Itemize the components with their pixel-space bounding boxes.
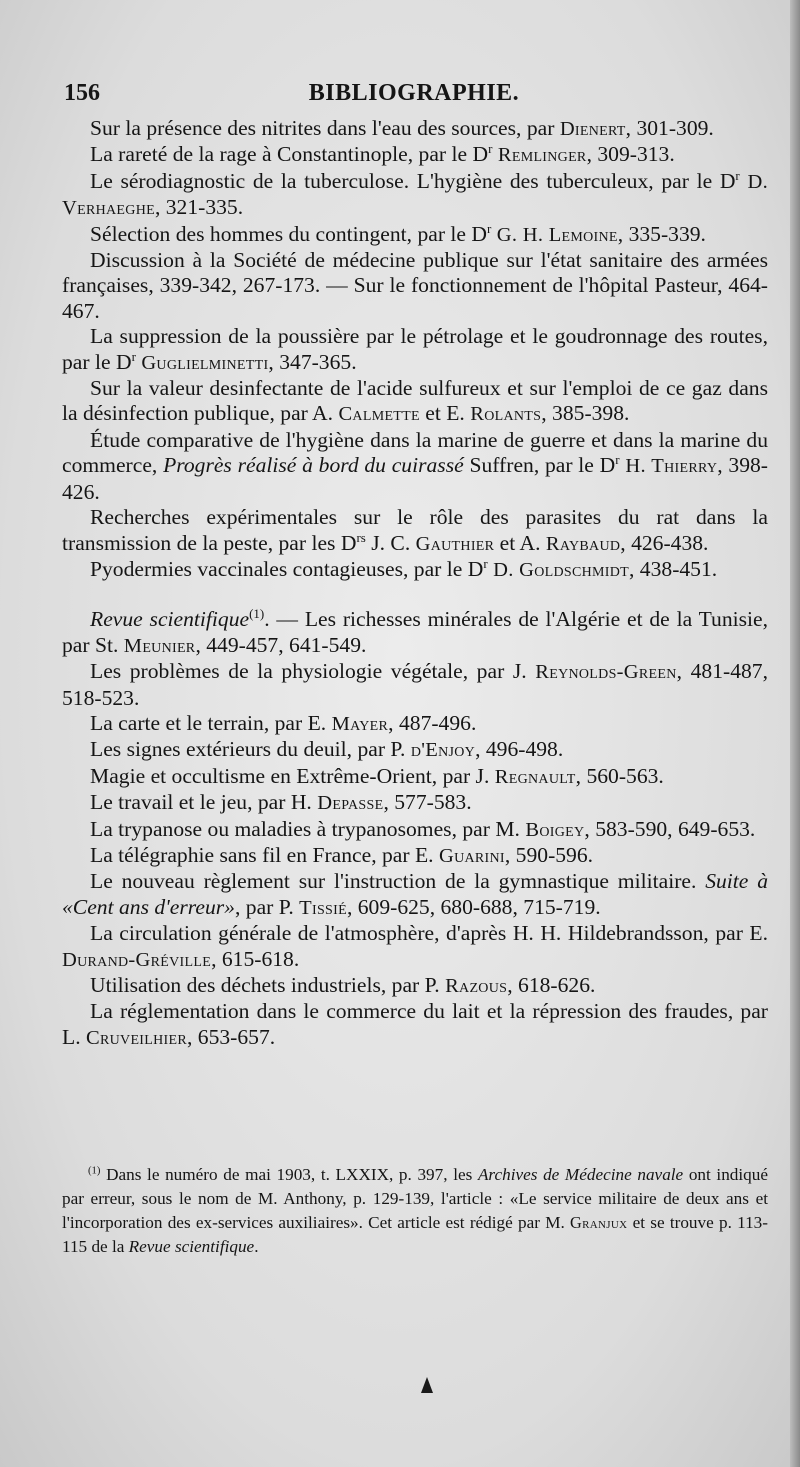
bibliography-entry: Le nouveau règlement sur l'instruction de la gymnastique militaire. Suite à «Cent ans d'erreur», par P. Tissié, 609-625, 680-688, 715-719. bbox=[62, 869, 768, 919]
footnote bbox=[62, 1163, 768, 1259]
bibliography-entry: La suppression de la poussière par le pétrolage et le goudronnage des routes, par le $D^r$ Guglielminetti, 347-365. bbox=[62, 324, 768, 374]
revue-scientifique-entry: Revue scientifique$^{(1)}$. — Les richesses minérales de l'Algérie et de la Tunisie, par St. Meunier, 449-457, 641-549. bbox=[62, 606, 769, 657]
bibliography-entry: Pyodermies vaccinales contagieuses, par le $D^r$ D. Goldschmidt, 438-451. bbox=[90, 555, 718, 581]
page-number: 156 bbox=[64, 80, 100, 106]
footnote-mark: (1) bbox=[88, 1165, 101, 1177]
page-header bbox=[64, 80, 764, 110]
bibliography-entry: Discussion à la Société de médecine publique sur l'état sanitaire des armées françaises, 339-342, 267-173. — Sur le fonctionnement de l'hôpital Pasteur, 464-467. bbox=[62, 248, 768, 323]
bibliography-entry: La réglementation dans le commerce du lait et la répression des fraudes, par L. Cruveilhier, 653-657. bbox=[62, 999, 768, 1049]
bibliography-entry: Magie et occultisme en Extrême-Orient, par J. Regnault, 560-563. bbox=[90, 763, 664, 788]
bibliography-entry: La carte et le terrain, par E. Mayer, 487-496. bbox=[90, 710, 477, 735]
footnote-text: $^{(1)}$ Dans le numéro de mai 1903, t. LXXIX, p. 397, les Archives de Médecine navale ont indiqué par erreur, sous le nom de M. Anthony, p. 129-139, l'article : «Le service militaire de deux ans et l'incorporation des ex-services auxiliaires». Cet article est rédigé par M. Granjux et se trouve p. 113-115 de la Revue scientifique. bbox=[62, 1165, 768, 1256]
bibliography-entry: La circulation générale de l'atmosphère, d'après H. H. Hildebrandsson, par E. Durand-Gréville, 615-618. bbox=[62, 921, 768, 971]
bibliography-text bbox=[62, 116, 768, 1051]
bibliography-entry: Le travail et le jeu, par H. Depasse, 577-583. bbox=[90, 790, 472, 815]
bibliography-entry: Les signes extérieurs du deuil, par P. d'Enjoy, 496-498. bbox=[90, 737, 564, 762]
printer-mark-icon bbox=[420, 1376, 434, 1394]
section-gap bbox=[62, 583, 768, 607]
bibliography-entry: Utilisation des déchets industriels, par P. Razous, 618-626. bbox=[90, 973, 596, 997]
journal-title: Revue scientifique bbox=[90, 607, 250, 632]
footnote-reference: (1) bbox=[249, 606, 265, 622]
bibliography-entry: Sélection des hommes du contingent, par le $D^r$ G. H. Lemoine, 335-339. bbox=[90, 220, 706, 246]
bibliography-entry: Sur la présence des nitrites dans l'eau des sources, par Dienert, 301-309. bbox=[90, 116, 714, 140]
bibliography-entry: La trypanose ou maladies à trypanosomes, par M. Boigey, 583-590, 649-653. bbox=[90, 816, 756, 841]
running-title: BIBLIOGRAPHIE. bbox=[308, 80, 520, 106]
bibliography-entry: Sur la valeur desinfectante de l'acide sulfureux et sur l'emploi de ce gaz dans la désinfection publique, par A. Calmette et E. Rolants, 385-398. bbox=[62, 376, 768, 426]
page-edge-shadow bbox=[790, 0, 800, 1467]
bibliography-entry: Les problèmes de la physiologie végétale, par J. Reynolds-Green, 481-487, 518-523. bbox=[62, 659, 769, 710]
bibliography-entry: Étude comparative de l'hygiène dans la marine de guerre et dans la marine du commerce, Progrès réalisé à bord du cuirassé Suffren, par le $D^r$ H. Thierry, 398-426. bbox=[62, 427, 768, 504]
bibliography-entry: Recherches expérimentales sur le rôle des parasites du rat dans la transmission de la peste, par les $D^{rs}$ J. C. Gauthier et A. Raybaud, 426-438. bbox=[62, 505, 768, 555]
bibliography-entry: La rareté de la rage à Constantinople, par le $D^r$ Remlinger, 309-313. bbox=[90, 141, 675, 167]
bibliography-entry: Le sérodiagnostic de la tuberculose. L'hygiène des tuberculeux, par le $D^r$ D. Verhaeghe, 321-335. bbox=[62, 167, 768, 220]
bibliography-entry: La télégraphie sans fil en France, par E. Guarini, 590-596. bbox=[90, 842, 594, 867]
